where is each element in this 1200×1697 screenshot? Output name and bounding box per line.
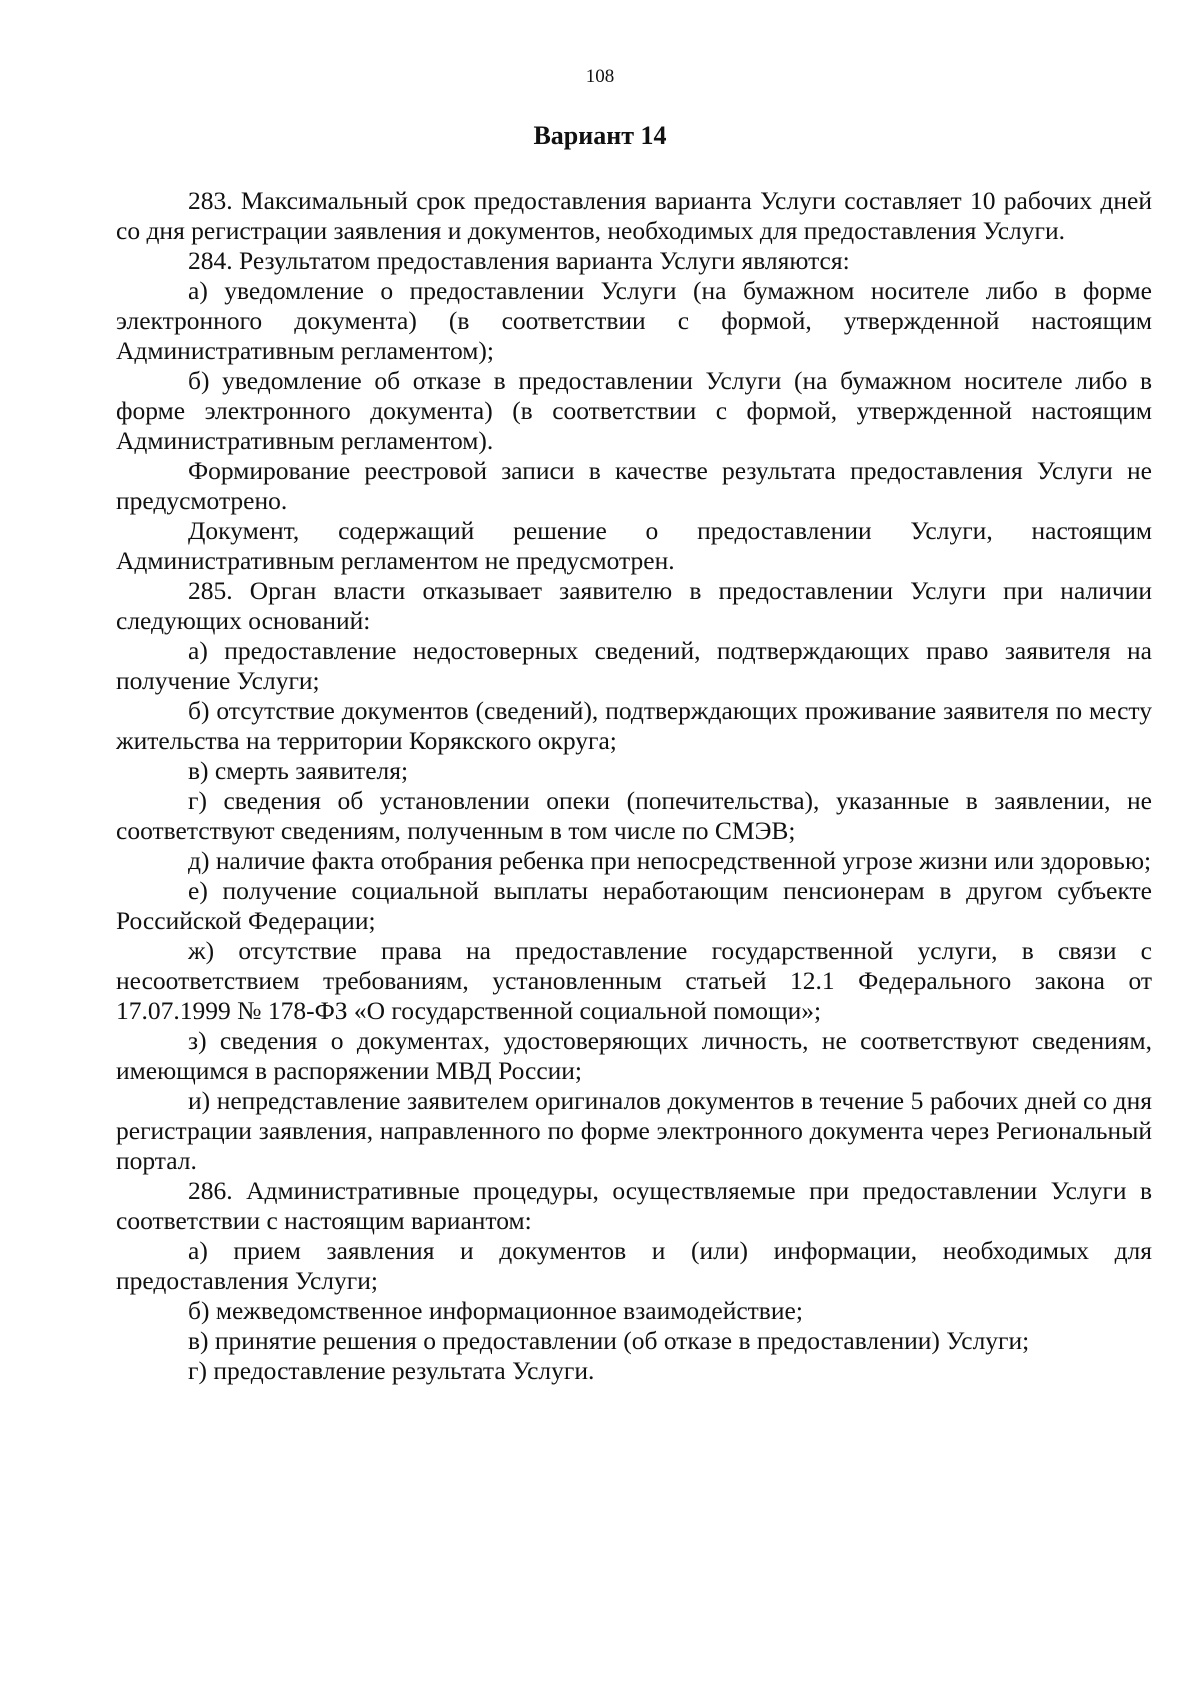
page-number: 108 — [585, 66, 615, 87]
paragraph-registry-record: Формирование реестровой записи в качестве результата предоставления Услуги не предусмотрено. — [116, 456, 1152, 515]
list-item-285-g: г) сведения об установлении опеки (попечительства), указанные в заявлении, не соответствуют сведениям, полученным в том числе по СМЭВ; — [116, 786, 1152, 845]
list-item-285-z: з) сведения о документах, удостоверяющих личность, не соответствуют сведениям, имеющимся в распоряжении МВД России; — [116, 1026, 1152, 1085]
paragraph-284: 284. Результатом предоставления варианта Услуги являются: — [188, 246, 850, 275]
document-body — [116, 186, 1152, 1386]
paragraph-285: 285. Орган власти отказывает заявителю в предоставлении Услуги при наличии следующих оснований: — [116, 576, 1152, 635]
list-item-285-b: б) отсутствие документов (сведений), подтверждающих проживание заявителя по месту жительства на территории Корякского округа; — [116, 696, 1152, 755]
list-item-284-a: а) уведомление о предоставлении Услуги (на бумажном носителе либо в форме электронного документа) (в соответствии с формой, утвержденной настоящим Административным регламентом); — [116, 276, 1152, 365]
list-item-285-i: и) непредставление заявителем оригиналов документов в течение 5 рабочих дней со дня регистрации заявления, направленного по форме электронного документа через Региональный портал. — [116, 1086, 1152, 1175]
list-item-285-e: е) получение социальной выплаты неработающим пенсионерам в другом субъекте Российской Федерации; — [116, 876, 1152, 935]
paragraph-286: 286. Административные процедуры, осуществляемые при предоставлении Услуги в соответствии с настоящим вариантом: — [116, 1176, 1152, 1235]
list-item-286-g: г) предоставление результата Услуги. — [188, 1356, 595, 1385]
paragraph-decision-document: Документ, содержащий решение о предоставлении Услуги, настоящим Административным регламентом не предусмотрен. — [116, 516, 1152, 575]
list-item-286-a: а) прием заявления и документов и (или) информации, необходимых для предоставления Услуги; — [116, 1236, 1152, 1295]
list-item-285-a: а) предоставление недостоверных сведений, подтверждающих право заявителя на получение Услуги; — [116, 636, 1152, 695]
list-item-285-v: в) смерть заявителя; — [188, 756, 409, 785]
list-item-286-b: б) межведомственное информационное взаимодействие; — [188, 1296, 803, 1325]
list-item-286-v: в) принятие решения о предоставлении (об отказе в предоставлении) Услуги; — [188, 1326, 1030, 1355]
list-item-285-zh: ж) отсутствие права на предоставление государственной услуги, в связи с несоответствием требованиям, установленным статьей 12.1 Федерального закона от 17.07.1999 № 178-ФЗ «О государственной социальной помощи»; — [116, 936, 1152, 1025]
list-item-285-d: д) наличие факта отобрания ребенка при непосредственной угрозе жизни или здоровью; — [188, 846, 1152, 875]
section-title: Вариант 14 — [533, 121, 667, 150]
list-item-284-b: б) уведомление об отказе в предоставлении Услуги (на бумажном носителе либо в форме электронного документа) (в соответствии с формой, утвержденной настоящим Административным регламентом). — [116, 366, 1152, 455]
paragraph-283: 283. Максимальный срок предоставления варианта Услуги составляет 10 рабочих дней со дня регистрации заявления и документов, необходимых для предоставления Услуги. — [116, 186, 1152, 245]
